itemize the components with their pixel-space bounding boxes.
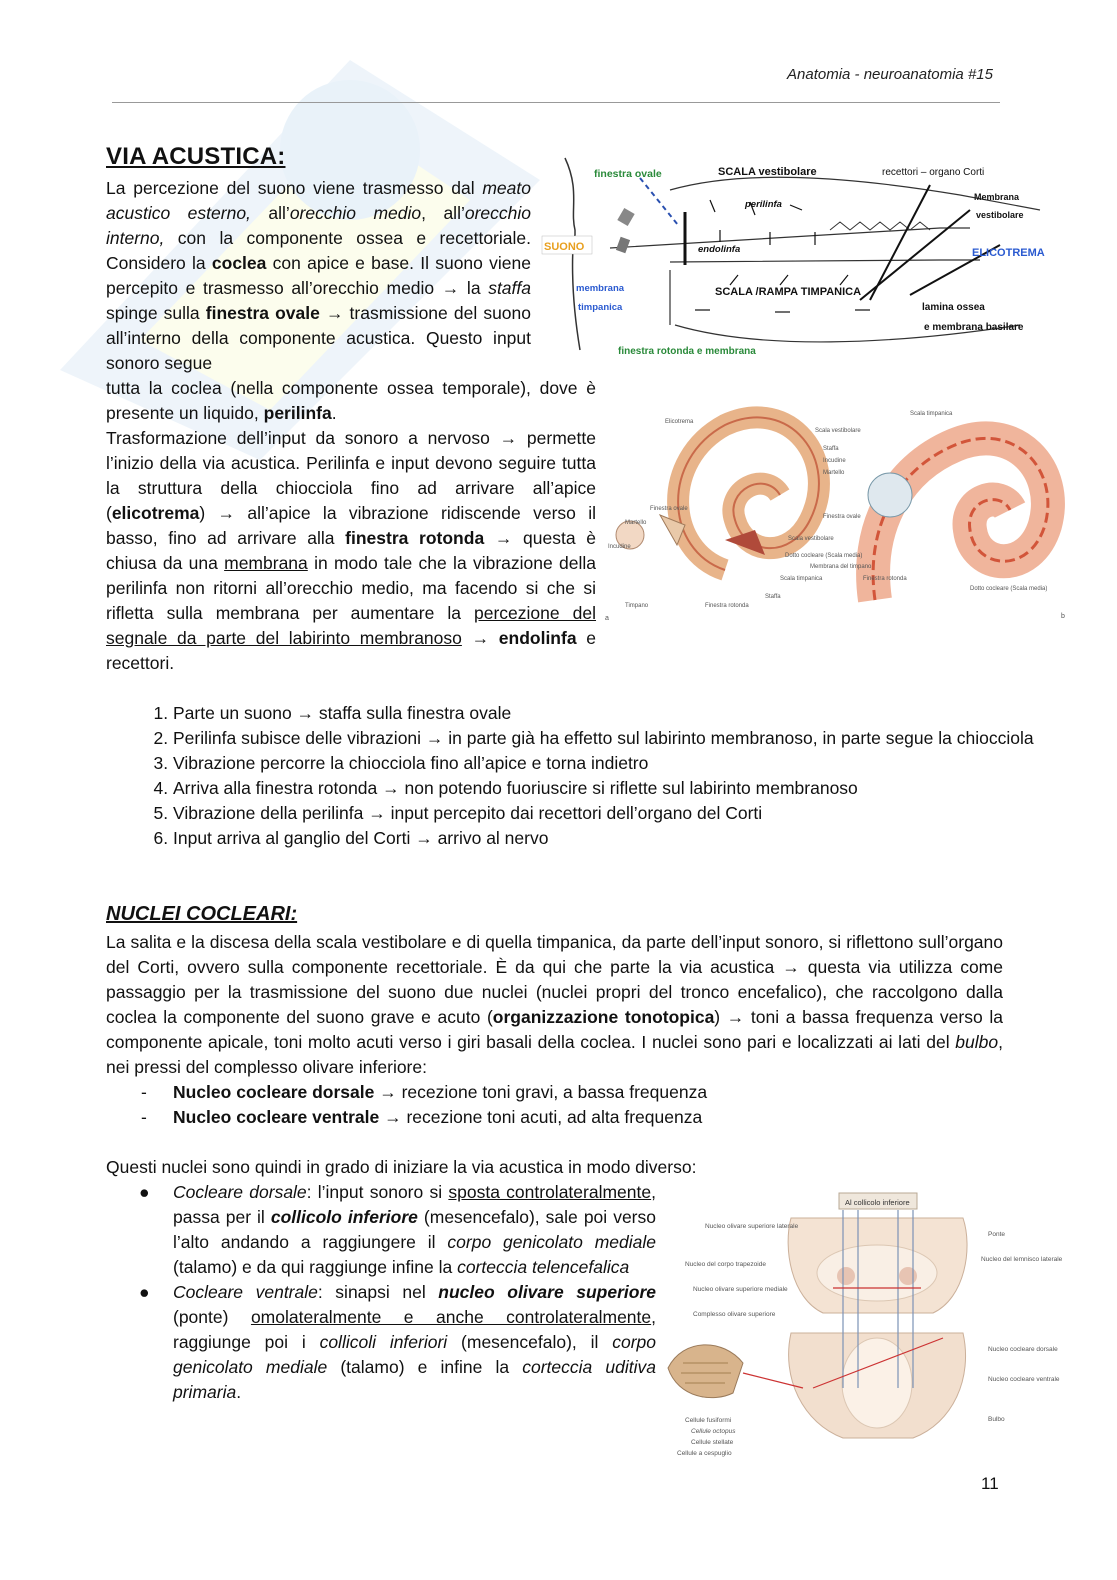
label-perilinfa: perilinfa	[745, 199, 782, 210]
label-recettori: recettori – organo Corti	[882, 167, 985, 178]
paragraph-intro: La percezione del suono viene trasmesso dal meato acustico esterno, all’orecchio medio, all’orecchio interno, con la componente ossea e recettoriale. Considero la coclea con apice e base. Il suono viene percepito e trasmesso all’orecchio medio → la staffa spinge sulla finestra ovale → trasmissione del suono all’interno della componente acustica. Questo input sonoro segue	[106, 178, 532, 373]
page-header: Anatomia - neuroanatomia #15	[787, 66, 993, 83]
label-membrana-basilare: e membrana basilare	[924, 322, 1024, 333]
cochlea-anatomy-figure	[605, 400, 1070, 625]
list-item: 3. Vibrazione percorre la chiocciola fino all’apice e torna indietro	[173, 751, 1073, 776]
label-scala-vestibolare: SCALA vestibolare	[718, 166, 817, 178]
page-number: 11	[981, 1474, 999, 1493]
list-item: 1. Parte un suono → staffa sulla finestra ovale	[173, 701, 1073, 726]
paragraph-perilinfa: tutta la coclea (nella componente ossea temporale), dove è presente un liquido, perilinfa.	[106, 378, 596, 423]
section-title-nuclei-cocleari: NUCLEI COCLEARI:	[106, 903, 298, 925]
fig2-tag-a: a	[605, 615, 609, 622]
fig2-label-timpano: Timpano	[625, 603, 649, 609]
fig3-label-cellule-fusiformi: Cellule fusiformi	[685, 1417, 732, 1424]
pons-section	[788, 1218, 967, 1313]
cochlea-schematic-figure	[540, 150, 1050, 365]
label-lamina-ossea: lamina ossea	[922, 302, 985, 313]
nuclei-dash-list	[106, 1080, 707, 1130]
paragraph-nuclei: La salita e la discesa della scala vestibolare e di quella timpanica, da parte dell’input sonoro, si riflettono sull’organo del Corti, ovvero sulla componente recettoriale. È da qui che parte la via acustica → questa via utilizza come passaggio per la trasmissione del suono due nuclei (nuclei propri del tronco encefalico), che raccolgono dalla coclea la componente del suono grave e acuto (organizzazione tonotopica) → toni a bassa frequenza verso la componente apicale, toni molto acuti verso i giri basali della coclea. I nuclei sono pari e localizzati ai lati del bulbo, nei pressi del complesso olivare inferiore:	[106, 932, 1003, 1077]
list-item: 2. Perilinfa subisce delle vibrazioni → in parte già ha effetto sul labirinto membranoso, in parte segue la chiocciola	[173, 726, 1073, 751]
label-membrana-timpanica-1: membrana	[576, 283, 625, 294]
fig2-label-finestra-ovale: Finestra ovale	[650, 506, 688, 512]
fig3-label-ponte: Ponte	[988, 1231, 1005, 1238]
fig2-label-finestra-ovale-b: Finestra ovale	[823, 514, 861, 520]
label-suono: SUONO	[544, 241, 585, 253]
fig3-label-cellule-stellate: Cellule stellate	[691, 1439, 734, 1446]
fig2-label-membrana-timpano: Membrana del timpano	[810, 564, 872, 570]
paragraph-vie: Questi nuclei sono quindi in grado di iniziare la via acustica in modo diverso:	[106, 1157, 697, 1177]
list-item: - Nucleo cocleare ventrale → recezione toni acuti, ad alta frequenza	[141, 1107, 703, 1127]
fig2-label-scala-timpanica: Scala timpanica	[780, 576, 823, 582]
fig3-label-bulbo: Bulbo	[988, 1416, 1005, 1423]
fig3-label-cellule-octopus: Cellule octopus	[691, 1428, 736, 1435]
auditory-pathway-figure	[663, 1188, 1068, 1463]
list-item: - Nucleo cocleare dorsale → recezione toni gravi, a bassa frequenza	[141, 1082, 708, 1102]
list-item: 6. Input arriva al ganglio del Corti → arrivo al nervo	[173, 826, 1073, 851]
fig2-label-incudine-b: Incudine	[823, 458, 846, 464]
list-item: 5. Vibrazione della perilinfa → input percepito dai recettori dell’organo del Corti	[173, 801, 1073, 826]
cochlea-spiral-a	[616, 417, 819, 570]
fig2-label-elicotrema: Elicotrema	[665, 419, 694, 425]
fig3-label-corpo-trapezoide: Nucleo del corpo trapezoide	[685, 1261, 766, 1268]
fig2-label-scala-vestibolare: Scala vestibolare	[788, 536, 834, 542]
label-finestra-ovale: finestra ovale	[594, 168, 662, 180]
fig3-label-cellule-cespuglio: Cellule a cespuglio	[677, 1450, 732, 1457]
fig3-label-complesso-olivare: Complesso olivare superiore	[693, 1311, 776, 1318]
label-finestra-rotonda: finestra rotonda e membrana	[618, 346, 756, 357]
fig2-label-martello-b: Martello	[823, 470, 845, 476]
fig2-label-incudine: Incudine	[608, 544, 631, 550]
fig3-label-lemnisco: Nucleo del lemnisco laterale	[981, 1256, 1063, 1263]
label-endolinfa: endolinfa	[698, 244, 741, 255]
header-divider	[112, 102, 1000, 103]
label-elicotrema: ELICOTREMA	[972, 247, 1045, 259]
fig3-label-olivare-mediale: Nucleo olivare superiore mediale	[693, 1286, 788, 1293]
label-membrana-timpanica-2: timpanica	[578, 302, 623, 313]
section-title-via-acustica: VIA ACUSTICA:	[106, 143, 286, 170]
fig2-label-finestra-rotonda: Finestra rotonda	[705, 603, 749, 609]
fig2-label-martello: Martello	[625, 520, 647, 526]
vie-bullet-list	[106, 1180, 656, 1405]
fig2-label-scala-timpanica-b: Scala timpanica	[910, 411, 953, 417]
fig2-label-scala-vestibolare-b: Scala vestibolare	[815, 428, 861, 434]
list-item: ● Cocleare dorsale: l’input sonoro si sposta controlateralmente, passa per il collicolo inferiore (mesencefalo), sale poi verso l’alto andando a raggiungere il corpo genicolato mediale (talamo) e da qui raggiunge infine la corteccia telencefalica	[139, 1182, 656, 1277]
paragraph-trasformazione: Trasformazione dell’input da sonoro a nervoso → permette l’inizio della via acustica. Perilinfa e input devono seguire tutta la struttura della chiocciola fino ad arrivare all’apice (elicotrema) → all’apice la vibrazione ridiscende verso il basso, fino ad arrivare alla finestra rotonda → questa è chiusa da una membrana in modo tale che la vibrazione della perilinfa non ritorni all’orecchio medio, ma facendo si che si rifletta sulla membrana per aumentare la percezione del segnale da parte del labirinto membranoso → endolinfa e recettori.	[106, 428, 597, 673]
fig2-label-staffa-b: Staffa	[823, 446, 839, 452]
fig2-label-dotto-cocleare-b: Dotto cocleare (Scala media)	[970, 586, 1048, 592]
fig3-label-olivare-laterale: Nucleo olivare superiore laterale	[705, 1223, 799, 1230]
fig3-label-cocleare-dorsale: Nucleo cocleare dorsale	[988, 1346, 1058, 1353]
fig3-label-cocleare-ventrale: Nucleo cocleare ventrale	[988, 1376, 1060, 1383]
fig2-tag-b: b	[1061, 613, 1065, 620]
fig2-label-dotto-cocleare: Dotto cocleare (Scala media)	[785, 553, 863, 559]
label-membrana-vestibolare-1: Membrana	[974, 192, 1020, 202]
fig3-label-collicolo: Al collicolo inferiore	[845, 1198, 910, 1207]
label-scala-timpanica: SCALA /RAMPA TIMPANICA	[715, 286, 862, 298]
label-membrana-vestibolare-2: vestibolare	[976, 210, 1024, 220]
fig2-label-staffa: Staffa	[765, 594, 781, 600]
fig2-label-finestra-rotonda-b: Finestra rotonda	[863, 576, 907, 582]
list-item: 4. Arriva alla finestra rotonda → non potendo fuoriuscire si riflette sul labirinto membranoso	[173, 776, 1073, 801]
steps-list	[106, 701, 1073, 851]
list-item: ● Cocleare ventrale: sinapsi nel nucleo olivare superiore (ponte) omolateralmente e anche controlateralmente, raggiunge poi i collicoli inferiori (mesencefalo), il corpo genicolato mediale (talamo) e infine la corteccia uditiva primaria.	[139, 1282, 657, 1402]
